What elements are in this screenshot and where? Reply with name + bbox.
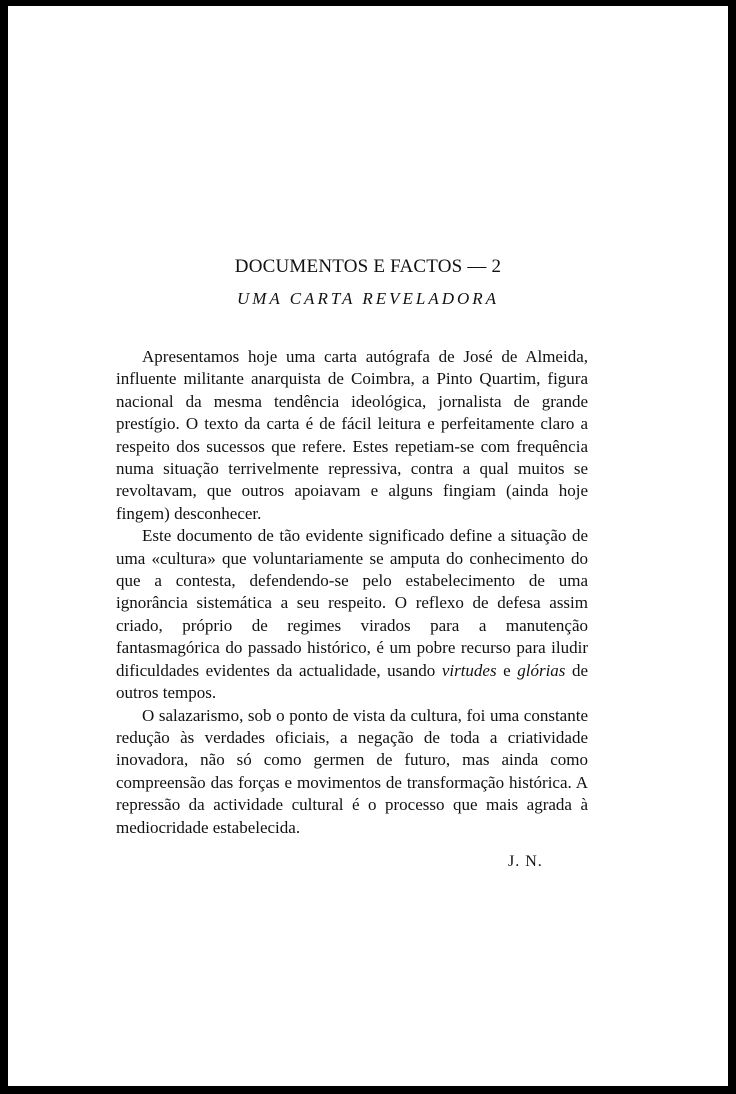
emphasis-virtudes: virtudes [441,660,497,680]
paragraph-2-text-b: e [496,660,518,680]
paragraph-2 [116,525,588,704]
document-title: DOCUMENTOS E FACTOS — 2 [234,256,502,277]
paragraph-2-text-a: Este documento de tão evidente significado define a situação de uma «cultura» que voluntariamente se amputa do conhecimento do que a contesta, defendendo-se pelo estabelecimento de uma ignorância sistemática a seu respeito. O reflexo de defesa assim criado, próprio de regimes virados para a manutenção fantasmagórica do passado histórico, é um pobre recurso para iludir dificuldades evidentes da actualidade, usando [116,526,588,680]
paragraph-3: O salazarismo, sob o ponto de vista da cultura, foi uma constante redução às verdades oficiais, a negação de toda a criatividade inovadora, não só como germen de futuro, mas ainda como compreensão das forças e movimentos de transformação histórica. A repressão da actividade cultural é o processo que mais agrada à mediocridade estabelecida. [116,705,588,837]
document-subtitle: UMA CARTA REVELADORA [236,289,500,308]
paragraph-2-text-c: de outros tempos. [116,660,589,703]
article-body [116,346,588,839]
emphasis-glorias: glórias [517,660,566,680]
paragraph-1: Apresentamos hoje uma carta autógrafa de José de Almeida, influente militante anarquista de Coimbra, a Pinto Quartim, figura nacional da mesma tendência ideológica, jornalista de grande prestígio. O texto da carta é de fácil leitura e perfeitamente claro a respeito dos sucessos que refere. Estes repetiam-se com frequência numa situação terrivelmente repressiva, contra a qual muitos se revoltavam, que outros apoiavam e alguns fingiam (ainda hoje fingem) desconhecer. [116,347,588,523]
author-signature: J. N. [508,853,543,870]
